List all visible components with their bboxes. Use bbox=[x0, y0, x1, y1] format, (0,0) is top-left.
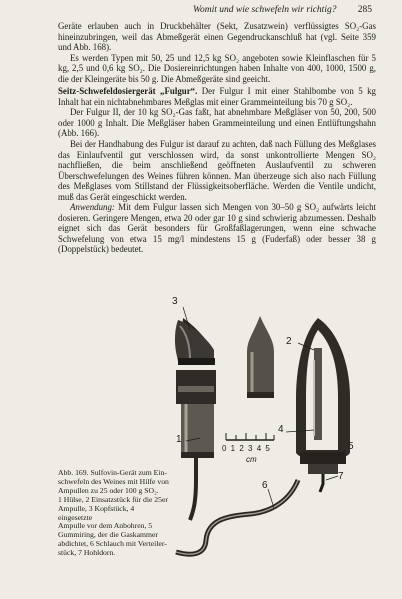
caption-line: stück, 7 Hohldorn. bbox=[58, 548, 116, 558]
head-piece bbox=[175, 318, 215, 365]
label-7: 7 bbox=[338, 471, 344, 482]
paragraph-6-text: Mit dem Fulgur lassen sich Mengen von 30–50 g SO₂ aufwärts leicht dosieren. Geringere Mengen, etwa 20 oder gar 10 g sind schwierig abzumessen. Deshalb eignet sich das Gerät besonders für Großfaßlagerungen, wenn eine schwache Schwefelung von etwa 15 mg/l mindestens 15 g (Fuderfaß) oder besser 38 g (Doppelstück) bedeutet. bbox=[58, 202, 376, 255]
label-6: 6 bbox=[262, 480, 268, 491]
assembled-device bbox=[296, 318, 350, 492]
caption-line: Abb. 169. Sulfovin-Gerät zum Ein- bbox=[58, 468, 167, 477]
paragraph-2: Es werden Typen mit 50, 25 und 12,5 kg SO₂ angeboten sowie Kleinflaschen für 5 kg, 2,5 und 0,6 kg SO₂. Die Dosiereinrichtungen haben Inhalte von 400, 1000, 1500 g, die der Kleingeräte bis 50 g. Die Abmeßgeräte sind geeicht. bbox=[58, 52, 376, 84]
body-text bbox=[58, 21, 376, 255]
running-title: Womit und wie schwefeln wir richtig? bbox=[193, 5, 337, 15]
paragraph-3-text: Der Fulgur I mit einer Stahlbombe von 5 kg Inhalt hat ein nichtabnehmbares Meßglas mit einer Grammeinteilung bis 70 g SO₂. bbox=[58, 86, 376, 107]
application-label: Anwendung: bbox=[70, 202, 115, 213]
caption-line: Gummiring, der die Gaskammer bbox=[58, 530, 158, 540]
page-number: 285 bbox=[357, 5, 372, 15]
caption-line: 1 Hülse, 2 Einsatzstück für die 25er bbox=[58, 494, 168, 504]
label-3: 3 bbox=[172, 296, 178, 307]
scale-numbers: 0 1 2 3 4 5 bbox=[222, 444, 271, 453]
label-2: 2 bbox=[286, 336, 292, 347]
caption-line: Ampulle, 3 Kopfstück, 4 eingesetzte bbox=[58, 503, 135, 522]
section-heading: Seitz-Schwefeldosiergerät „Fulgur“. bbox=[58, 86, 198, 97]
ampoule bbox=[247, 316, 274, 398]
centimeter-scale bbox=[226, 433, 274, 440]
sleeve bbox=[176, 370, 216, 520]
label-1: 1 bbox=[176, 434, 182, 445]
scale-unit: cm bbox=[246, 455, 257, 464]
caption-line: Ampullen zu 25 oder 100 g SO₂. bbox=[58, 485, 159, 495]
label-4: 4 bbox=[278, 424, 284, 435]
paragraph-5: Bei der Handhabung des Fulgur ist darauf zu achten, daß nach Füllung des Meßglases das Einlaufventil gut verschlossen wird, da sonst unkontrollierte Mengen SO₂ nachfließen, die beim anschließend geöffneten Auslaufventil zu schweren Überschwefelungen des Weines führen können. Man überzeuge sich also nach Füllung des Meßglases vom Stillstand der Flüssigkeitsoberfläche. Werden die Ventile undicht, muß das Gerät eingeschickt werden. bbox=[58, 139, 376, 202]
paragraph-1: Geräte erlauben auch in Druckbehälter (Sekt, Zusatzwein) verflüssigtes SO₂-Gas hineinzubringen, weil das Abmeßgerät einen Gegendruckanschluß hat (vgl. Seite 359 und Abb. 168). bbox=[58, 21, 376, 53]
caption-line: schwefeln des Weines mit Hilfe von bbox=[58, 476, 169, 486]
running-header bbox=[58, 5, 372, 19]
paragraph-4: Der Fulgur II, der 10 kg SO₂-Gas faßt, hat abnehmbare Meßgläser von 50, 200, 500 oder 1000 g Inhalt. Die Meßgläser haben Grammeinteilung und einen Entlüftungshahn (Abb. 166). bbox=[58, 107, 376, 139]
caption-line: Ampulle vor dem Anbohren, 5 bbox=[58, 521, 153, 531]
label-5: 5 bbox=[348, 441, 354, 452]
caption-line: abdichtet, 6 Schlauch mit Verteiler- bbox=[58, 539, 167, 549]
paragraph-6 bbox=[58, 202, 376, 255]
paragraph-3 bbox=[58, 86, 376, 107]
figure-caption bbox=[58, 469, 170, 558]
